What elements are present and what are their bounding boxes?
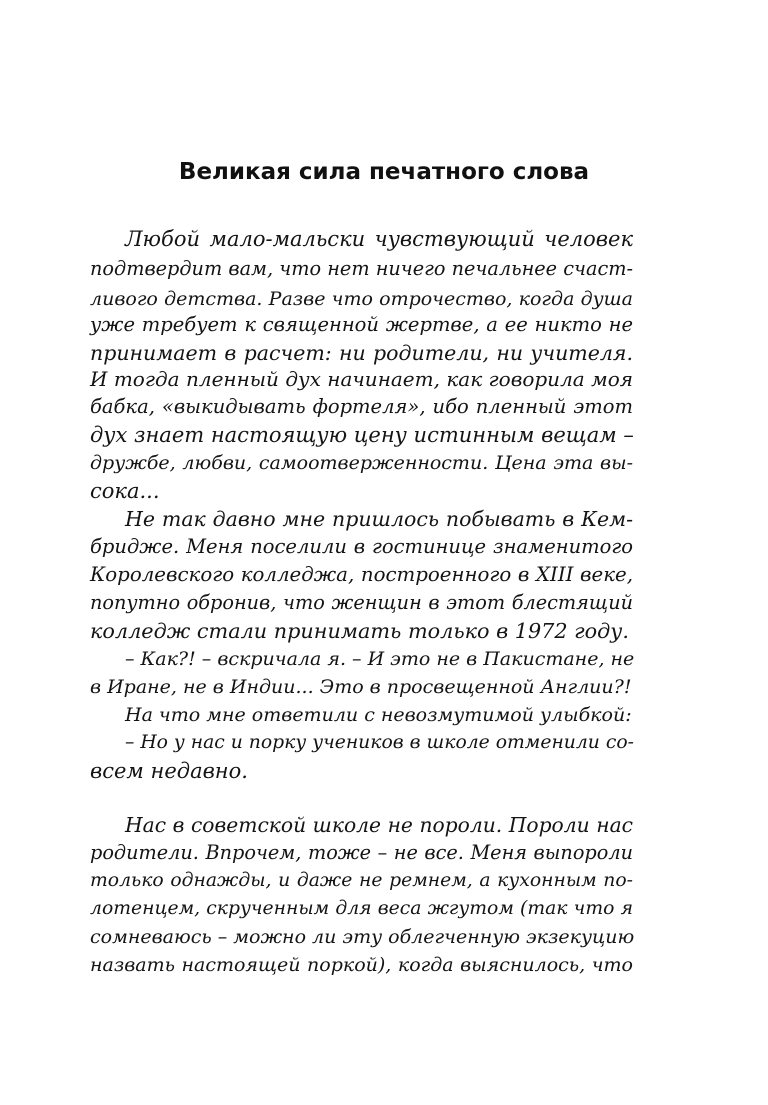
text-line: ливого детства. Разве что отрочество, когда душа <box>90 288 633 310</box>
text-line: лотенцем, скрученным для веса жгутом (так что я <box>90 898 633 919</box>
text-line: всем недавно. <box>90 759 248 783</box>
text-line: Любой мало-мальски чувствующий человек <box>125 227 633 251</box>
text-line: попутно обронив, что женщин в этот блестящий <box>90 591 633 614</box>
text-line: – Но у нас и порку учеников в школе отменили со- <box>125 732 634 753</box>
text-line: подтвердит вам, что нет ничего печальнее счаст- <box>90 257 633 280</box>
text-line: Не так давно мне пришлось побывать в Кем- <box>125 507 633 531</box>
text-line: только однажды, и даже не ремнем, а кухонным по- <box>90 870 633 891</box>
text-line: колледж стали принимать только в 1972 году. <box>90 619 629 643</box>
text-line: в Иране, не в Индии... Это в просвещенной Англии?! <box>90 676 632 698</box>
text-line: бридже. Меня поселили в гостинице знаменитого <box>90 535 633 558</box>
text-line: И тогда пленный дух начинает, как говорила моя <box>90 367 633 391</box>
text-line: уже требует к священной жертве, а ее никто не <box>90 313 633 336</box>
text-line: дружбе, любви, самоотверженности. Цена эта вы- <box>90 452 633 474</box>
text-line: принимает в расчет: ни родители, ни учителя. <box>90 341 633 365</box>
text-line: сомневаюсь – можно ли эту облегченную экзекуцию <box>90 926 635 948</box>
text-line: бабка, «выкидывать фортеля», ибо пленный этот <box>90 395 633 418</box>
text-line: Королевского колледжа, построенного в XIII веке, <box>90 563 633 586</box>
text-line: – Как?! – вскричала я. – И это не в Пакистане, не <box>125 648 635 670</box>
text-line: сока... <box>90 479 160 503</box>
text-line: дух знает настоящую цену истинным вещам – <box>90 423 634 447</box>
text-line: родители. Впрочем, тоже – не все. Меня выпороли <box>90 841 633 864</box>
text-line: назвать настоящей поркой), когда выяснилось, что <box>90 954 633 976</box>
text-line: Нас в советской школе не пороли. Пороли нас <box>125 813 633 837</box>
text-line: На что мне ответили с невозмутимой улыбкой: <box>125 704 632 726</box>
chapter-title: Великая сила печатного слова <box>178 159 590 185</box>
